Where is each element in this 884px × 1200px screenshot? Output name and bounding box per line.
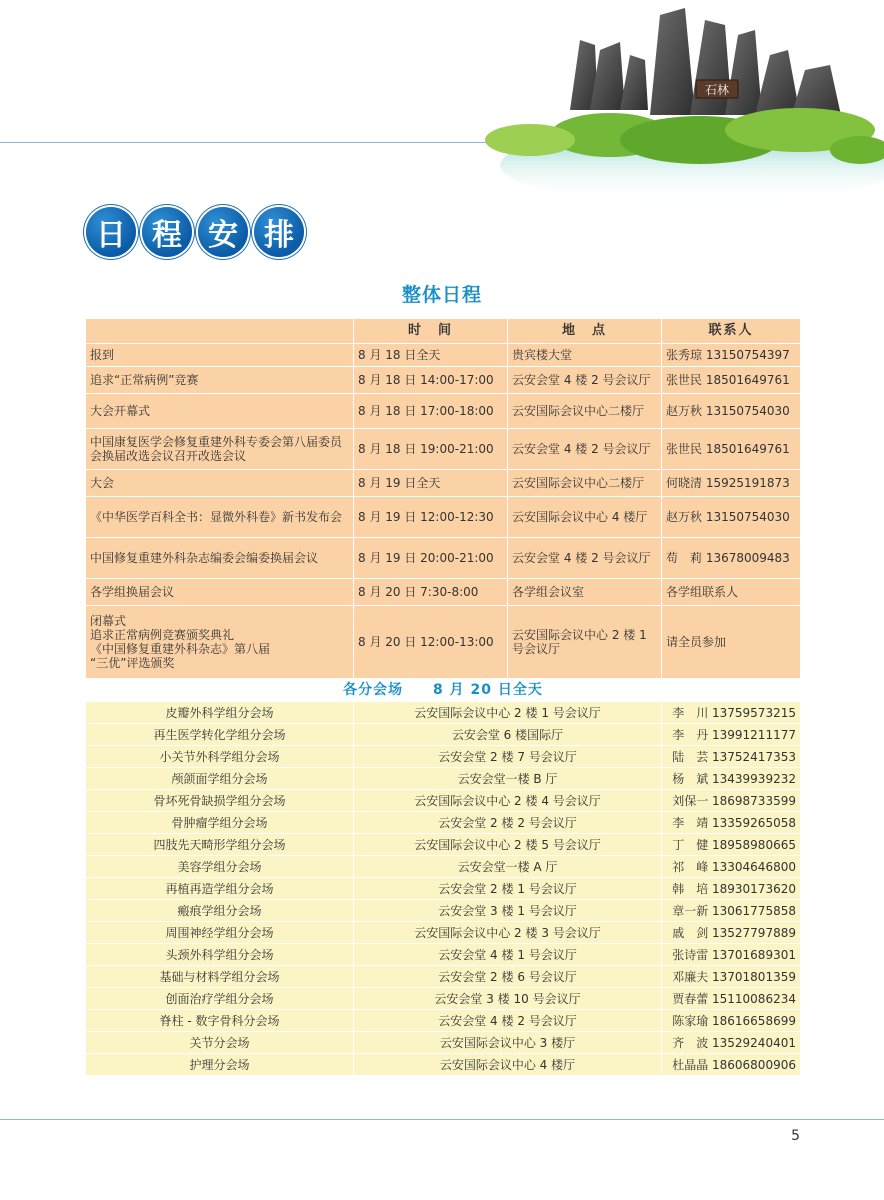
schedule-place: 云安会堂 4 楼 2 号会议厅 — [508, 367, 662, 394]
session-place: 云安国际会议中心 2 楼 4 号会议厅 — [354, 790, 662, 812]
session-contact: 刘保一 18698733599 — [662, 790, 801, 812]
session-contact: 陈家瑜 18616658699 — [662, 1010, 801, 1032]
session-row — [86, 790, 801, 812]
schedule-contact: 赵万秋 13150754030 — [662, 497, 801, 538]
session-row — [86, 878, 801, 900]
session-place: 云安会堂 2 楼 2 号会议厅 — [354, 812, 662, 834]
session-row — [86, 812, 801, 834]
session-name: 关节分会场 — [86, 1032, 354, 1054]
session-row — [86, 746, 801, 768]
session-contact: 杜晶晶 18606800906 — [662, 1054, 801, 1076]
title-char: 排 — [254, 207, 304, 257]
session-contact: 齐 波 13529240401 — [662, 1032, 801, 1054]
session-row — [86, 1054, 801, 1076]
session-row — [86, 1032, 801, 1054]
schedule-event: 闭幕式 追求正常病例竞赛颁奖典礼 《中国修复重建外科杂志》第八届 “三优”评选颁奖 — [86, 606, 354, 679]
session-row — [86, 702, 801, 724]
schedule-place: 各学组会议室 — [508, 579, 662, 606]
session-contact: 贾春蕾 15110086234 — [662, 988, 801, 1010]
session-row — [86, 922, 801, 944]
schedule-place: 云安国际会议中心二楼厅 — [508, 394, 662, 429]
schedule-row — [86, 538, 801, 579]
session-place: 云安会堂 4 楼 1 号会议厅 — [354, 944, 662, 966]
schedule-time: 8 月 19 日 20:00-21:00 — [354, 538, 508, 579]
session-name: 头颈外科学组分会场 — [86, 944, 354, 966]
session-row — [86, 856, 801, 878]
page-title — [86, 207, 304, 257]
page-number: 5 — [791, 1128, 800, 1144]
session-row — [86, 944, 801, 966]
session-row — [86, 900, 801, 922]
session-name: 再生医学转化学组分会场 — [86, 724, 354, 746]
session-name: 颅颌面学组分会场 — [86, 768, 354, 790]
schedule-event: 中国康复医学会修复重建外科专委会第八届委员会换届改选会议召开改选会议 — [86, 429, 354, 470]
schedule-table — [85, 318, 801, 1076]
session-place: 云安会堂 2 楼 7 号会议厅 — [354, 746, 662, 768]
schedule-row — [86, 344, 801, 367]
schedule-place: 云安会堂 4 楼 2 号会议厅 — [508, 538, 662, 579]
session-contact: 张诗雷 13701689301 — [662, 944, 801, 966]
session-place: 云安会堂 4 楼 2 号会议厅 — [354, 1010, 662, 1032]
schedule-contact: 各学组联系人 — [662, 579, 801, 606]
schedule-time: 8 月 18 日 17:00-18:00 — [354, 394, 508, 429]
session-name: 创面治疗学组分会场 — [86, 988, 354, 1010]
schedule-time: 8 月 18 日全天 — [354, 344, 508, 367]
schedule-event: 各学组换届会议 — [86, 579, 354, 606]
schedule-time: 8 月 19 日全天 — [354, 470, 508, 497]
session-place: 云安会堂 3 楼 10 号会议厅 — [354, 988, 662, 1010]
session-place: 云安国际会议中心 2 楼 1 号会议厅 — [354, 702, 662, 724]
session-contact: 祁 峰 13304646800 — [662, 856, 801, 878]
schedule-row — [86, 429, 801, 470]
header-place: 地 点 — [508, 319, 662, 344]
title-char: 程 — [142, 207, 192, 257]
session-contact: 李 川 13759573215 — [662, 702, 801, 724]
session-row — [86, 966, 801, 988]
session-place: 云安国际会议中心 4 楼厅 — [354, 1054, 662, 1076]
session-place: 云安会堂一楼 B 厅 — [354, 768, 662, 790]
session-name: 皮瓣外科学组分会场 — [86, 702, 354, 724]
schedule-time: 8 月 18 日 19:00-21:00 — [354, 429, 508, 470]
section-subtitle: 整体日程 — [401, 284, 482, 306]
session-name: 四肢先天畸形学组分会场 — [86, 834, 354, 856]
session-place: 云安国际会议中心 2 楼 5 号会议厅 — [354, 834, 662, 856]
schedule-row — [86, 394, 801, 429]
schedule-contact: 苟 莉 13678009483 — [662, 538, 801, 579]
header-time: 时 间 — [354, 319, 508, 344]
sessions-title-row — [86, 679, 801, 702]
schedule-contact: 何晓清 15925191873 — [662, 470, 801, 497]
session-name: 基础与材料学组分会场 — [86, 966, 354, 988]
title-char: 日 — [86, 207, 136, 257]
schedule-time: 8 月 20 日 12:00-13:00 — [354, 606, 508, 679]
schedule-row — [86, 367, 801, 394]
session-contact: 杨 斌 13439939232 — [662, 768, 801, 790]
schedule-row — [86, 606, 801, 679]
session-name: 骨肿瘤学组分会场 — [86, 812, 354, 834]
session-contact: 章一新 13061775858 — [662, 900, 801, 922]
session-place: 云安会堂 2 楼 1 号会议厅 — [354, 878, 662, 900]
session-row — [86, 724, 801, 746]
schedule-header-row — [86, 319, 801, 344]
session-place: 云安会堂 3 楼 1 号会议厅 — [354, 900, 662, 922]
session-name: 美容学组分会场 — [86, 856, 354, 878]
schedule-place: 云安会堂 4 楼 2 号会议厅 — [508, 429, 662, 470]
schedule-place: 贵宾楼大堂 — [508, 344, 662, 367]
session-contact: 李 靖 13359265058 — [662, 812, 801, 834]
session-place: 云安会堂一楼 A 厅 — [354, 856, 662, 878]
session-contact: 陆 芸 13752417353 — [662, 746, 801, 768]
schedule-place: 云安国际会议中心 2 楼 1 号会议厅 — [508, 606, 662, 679]
session-row — [86, 988, 801, 1010]
session-name: 骨坏死骨缺损学组分会场 — [86, 790, 354, 812]
session-name: 小关节外科学组分会场 — [86, 746, 354, 768]
session-place: 云安会堂 2 楼 6 号会议厅 — [354, 966, 662, 988]
session-contact: 戚 剑 13527797889 — [662, 922, 801, 944]
schedule-contact: 请全员参加 — [662, 606, 801, 679]
session-row — [86, 1010, 801, 1032]
schedule-contact: 张秀琼 13150754397 — [662, 344, 801, 367]
session-place: 云安国际会议中心 2 楼 3 号会议厅 — [354, 922, 662, 944]
title-char: 安 — [198, 207, 248, 257]
session-row — [86, 834, 801, 856]
schedule-contact: 赵万秋 13150754030 — [662, 394, 801, 429]
top-divider — [0, 142, 500, 143]
schedule-time: 8 月 18 日 14:00-17:00 — [354, 367, 508, 394]
schedule-event: 大会 — [86, 470, 354, 497]
header-contact: 联系人 — [662, 319, 801, 344]
schedule-event: 报到 — [86, 344, 354, 367]
schedule-event: 追求“正常病例”竞赛 — [86, 367, 354, 394]
schedule-event: 《中华医学百科全书：显微外科卷》新书发布会 — [86, 497, 354, 538]
session-name: 周围神经学组分会场 — [86, 922, 354, 944]
session-contact: 韩 培 18930173620 — [662, 878, 801, 900]
schedule-event: 中国修复重建外科杂志编委会编委换届会议 — [86, 538, 354, 579]
header-event — [86, 319, 354, 344]
session-name: 脊柱 - 数字骨科分会场 — [86, 1010, 354, 1032]
stone-forest-sign: 石林 — [704, 83, 730, 97]
sessions-title: 各分会场 8 月 20 日全天 — [86, 679, 801, 702]
schedule-row — [86, 579, 801, 606]
schedule-event: 大会开幕式 — [86, 394, 354, 429]
schedule-contact: 张世民 18501649761 — [662, 367, 801, 394]
schedule-time: 8 月 19 日 12:00-12:30 — [354, 497, 508, 538]
schedule-row — [86, 497, 801, 538]
schedule-row — [86, 470, 801, 497]
session-contact: 李 丹 13991211177 — [662, 724, 801, 746]
schedule-place: 云安国际会议中心二楼厅 — [508, 470, 662, 497]
session-name: 护理分会场 — [86, 1054, 354, 1076]
session-contact: 丁 健 18958980665 — [662, 834, 801, 856]
session-name: 瘢痕学组分会场 — [86, 900, 354, 922]
schedule-time: 8 月 20 日 7:30-8:00 — [354, 579, 508, 606]
session-contact: 邓廉夫 13701801359 — [662, 966, 801, 988]
schedule-contact: 张世民 18501649761 — [662, 429, 801, 470]
session-row — [86, 768, 801, 790]
session-place: 云安国际会议中心 3 楼厅 — [354, 1032, 662, 1054]
schedule-place: 云安国际会议中心 4 楼厅 — [508, 497, 662, 538]
footer-divider — [0, 1119, 884, 1120]
stone-forest-image — [470, 0, 884, 205]
session-name: 再植再造学组分会场 — [86, 878, 354, 900]
session-place: 云安会堂 6 楼国际厅 — [354, 724, 662, 746]
